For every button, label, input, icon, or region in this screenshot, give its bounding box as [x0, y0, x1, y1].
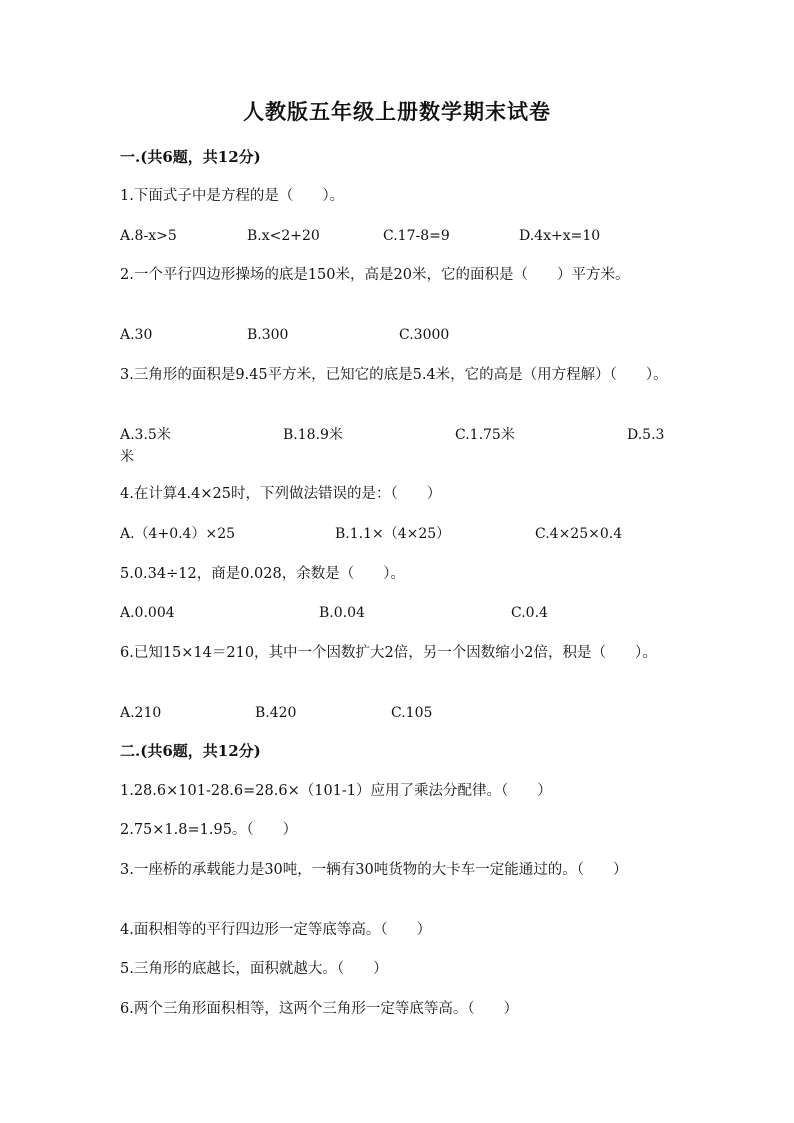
- question-2-2: 2.75×1.8=1.95。（ ）: [120, 822, 298, 838]
- question-1-4: 4.在计算4.4×25时，下列做法错误的是：（ ）: [120, 486, 442, 502]
- option-c: C.17-8=9: [383, 228, 450, 244]
- options-1-5: [120, 602, 680, 624]
- options-1-4: [120, 523, 680, 545]
- section-heading-1: 一.(共6题，共12分): [120, 148, 261, 166]
- option-c: C.105: [391, 705, 433, 721]
- option-b: B.420: [255, 705, 297, 721]
- option-a: A.0.004: [120, 605, 175, 621]
- question-1-3: 3.三角形的面积是9.45平方米，已知它的底是5.4米，它的高是（用方程解）（ ）。: [120, 367, 668, 383]
- options-1-3: [120, 424, 680, 446]
- question-2-4: 4.面积相等的平行四边形一定等底等高。（ ）: [120, 922, 432, 938]
- question-2-1: 1.28.6×101-28.6=28.6×（101-1）应用了乘法分配律。（ ）: [120, 783, 552, 799]
- option-b: B.300: [247, 327, 289, 343]
- question-1-2: 2.一个平行四边形操场的底是150米，高是20米，它的面积是（ ）平方米。: [120, 267, 630, 283]
- option-a: A.3.5米: [120, 427, 171, 443]
- section-heading-2: 二.(共6题，共12分): [120, 742, 261, 760]
- question-2-5: 5.三角形的底越长，面积就越大。（ ）: [120, 961, 388, 977]
- question-2-3: 3.一座桥的承载能力是30吨，一辆有30吨货物的大卡车一定能通过的。（ ）: [120, 862, 628, 878]
- options-1-6: [120, 702, 680, 724]
- options-1-2: [120, 324, 680, 346]
- option-a: A.210: [120, 705, 162, 721]
- option-b: B.x<2+20: [247, 228, 320, 244]
- page-title: 人教版五年级上册数学期末试卷: [243, 99, 551, 124]
- question-2-6: 6.两个三角形面积相等，这两个三角形一定等底等高。（ ）: [120, 1001, 519, 1017]
- option-c: C.4×25×0.4: [535, 526, 623, 542]
- option-b: B.1.1×（4×25）: [335, 526, 451, 542]
- option-b: B.18.9米: [283, 427, 343, 443]
- option-d: D.5.3: [627, 427, 665, 443]
- question-1-1: 1.下面式子中是方程的是（ ）。: [120, 188, 345, 204]
- question-1-6: 6.已知15×14＝210，其中一个因数扩大2倍，另一个因数缩小2倍，积是（ ）。: [120, 645, 657, 661]
- option-c: C.3000: [399, 327, 450, 343]
- option-a: A.8-x>5: [120, 228, 177, 244]
- options-1-1: [120, 225, 680, 247]
- option-d: D.4x+x=10: [519, 228, 601, 244]
- option-d-continuation: 米: [120, 449, 134, 465]
- option-a: A.30: [120, 327, 153, 343]
- option-b: B.0.04: [319, 605, 365, 621]
- option-c: C.0.4: [511, 605, 548, 621]
- option-a: A.（4+0.4）×25: [120, 526, 236, 542]
- option-c: C.1.75米: [455, 427, 515, 443]
- question-1-5: 5.0.34÷12，商是0.028，余数是（ ）。: [120, 566, 405, 582]
